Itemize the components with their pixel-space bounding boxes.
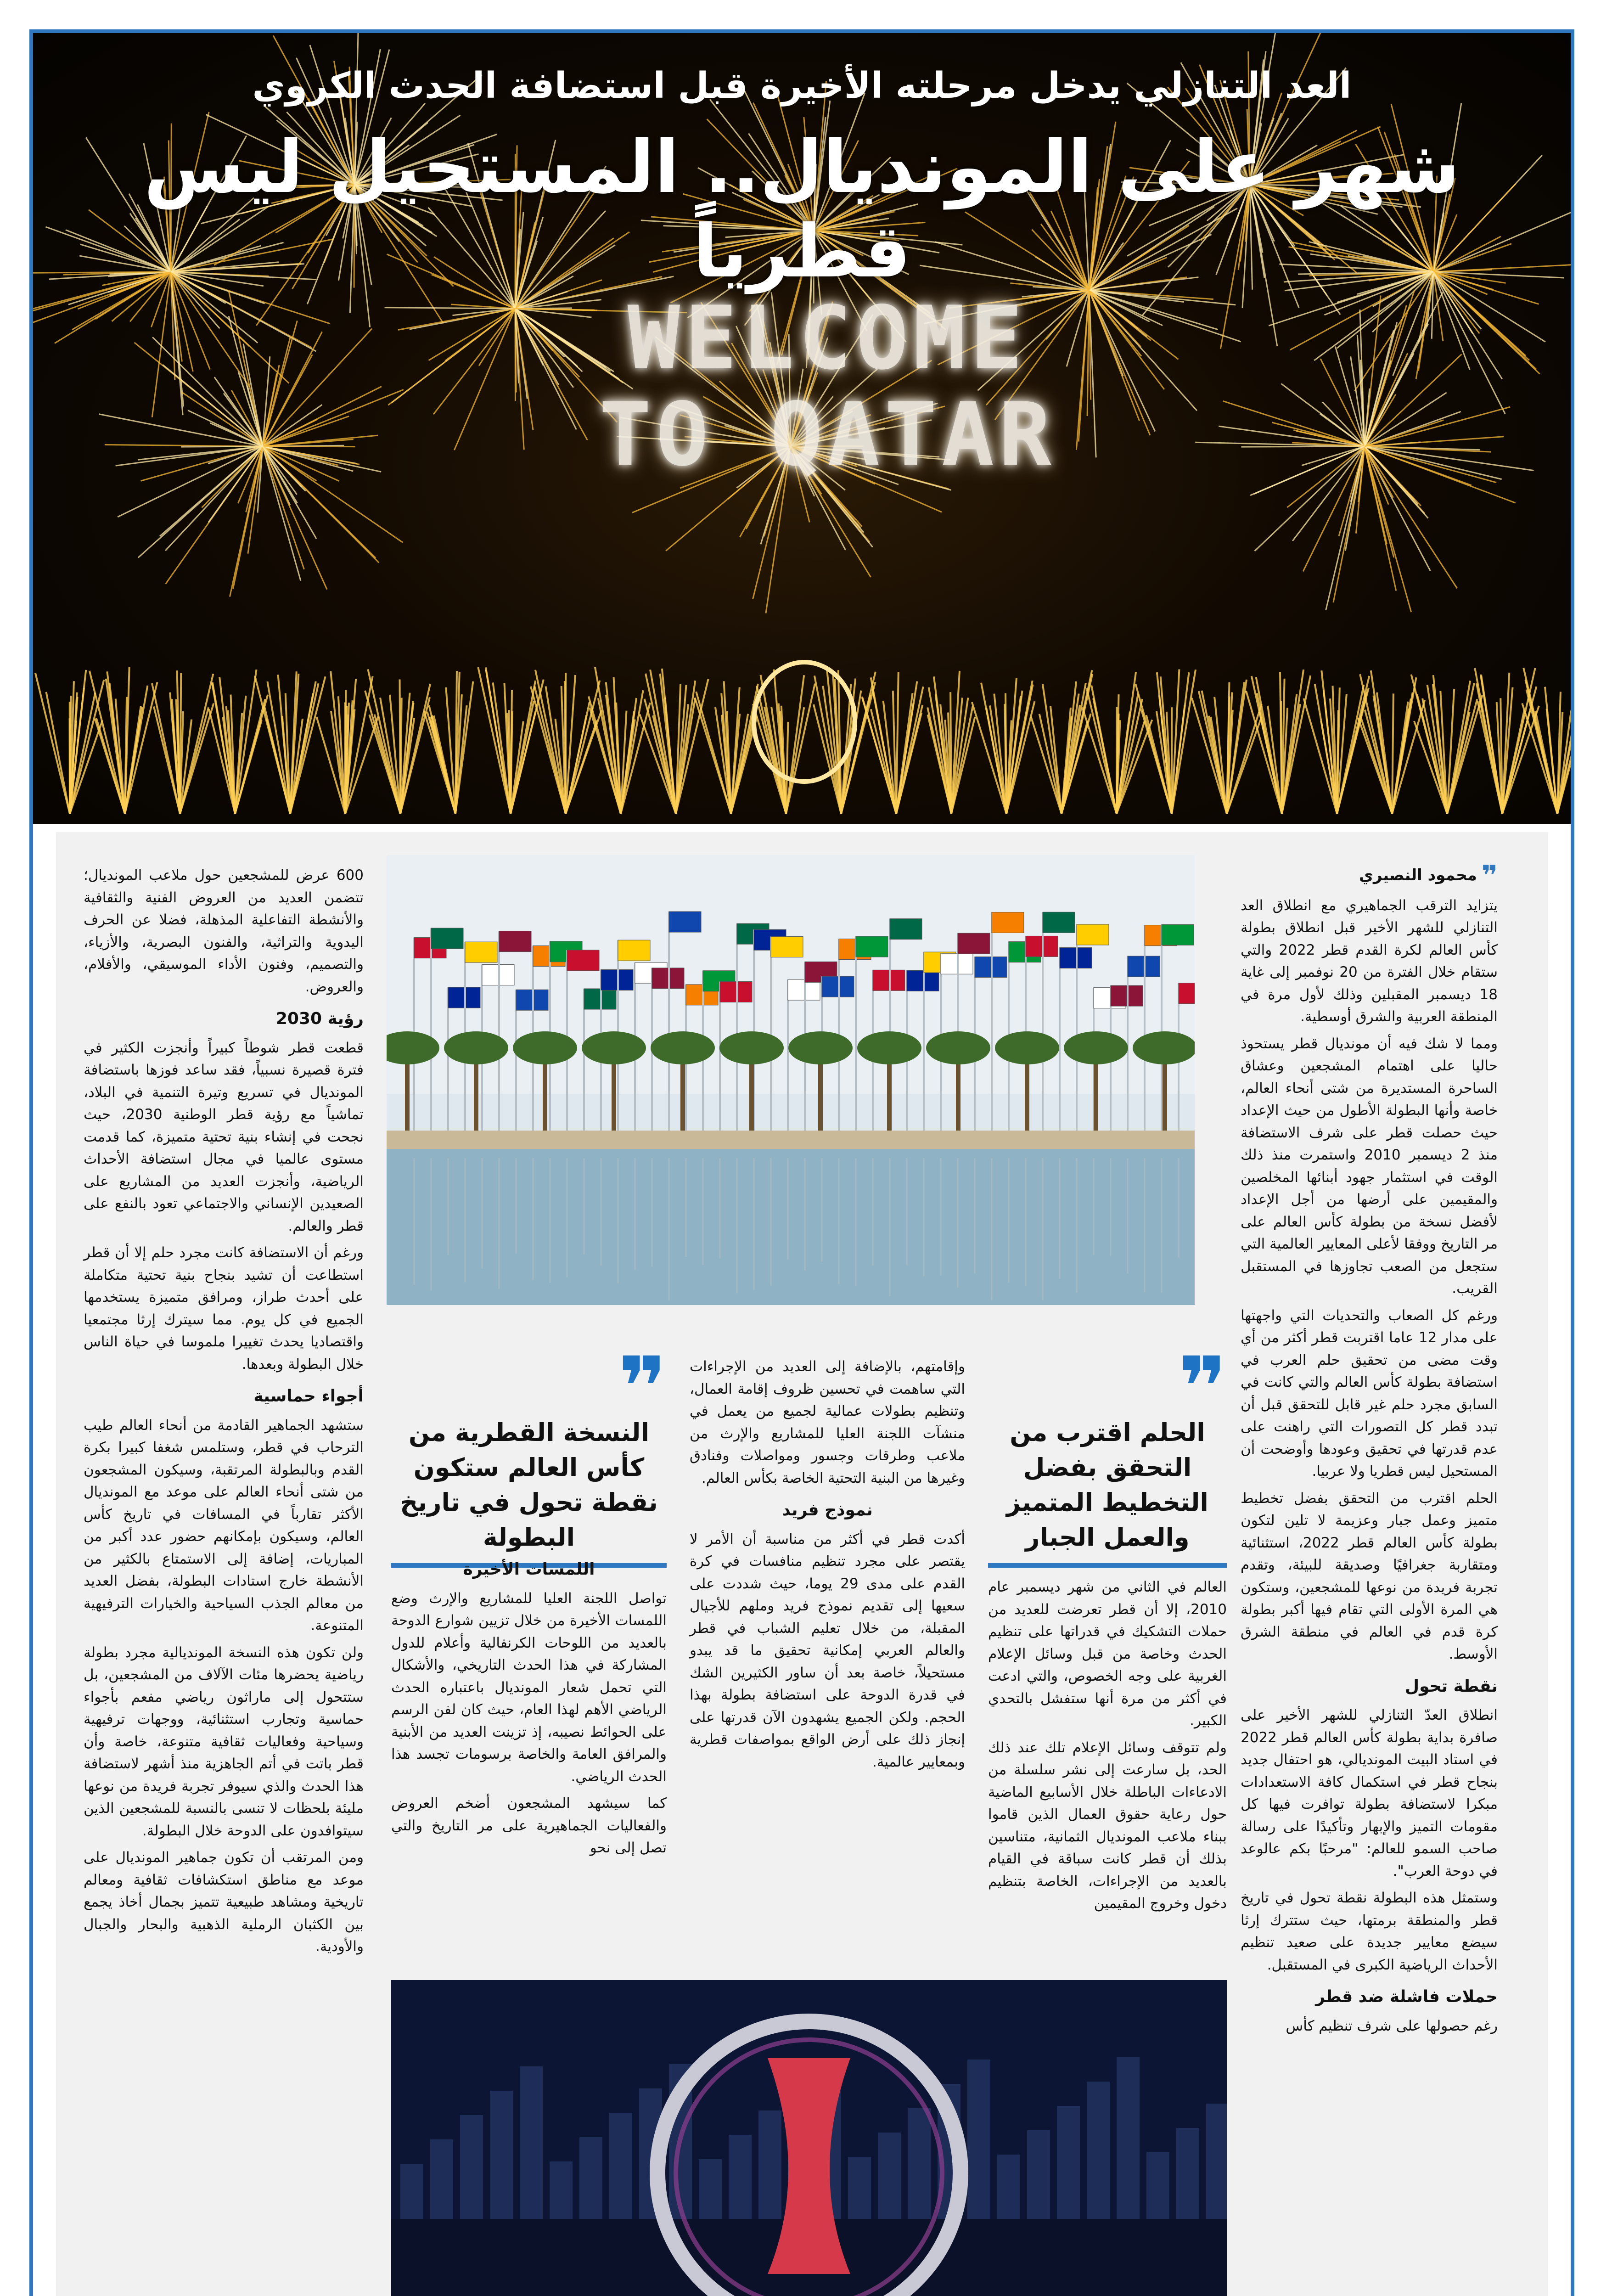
newspaper-page bbox=[29, 29, 1574, 2296]
paragraph: ستشهد الجماهير القادمة من أنحاء العالم طيب الترحاب في قطر، وستلمس شغفا كبيرا بكرة القدم وبالبطولة المرتقبة، وسيكون المشجعون من شتى أنحاء العالم على موعد مع المونديال الأكثر تقارباً في المسافات في تاريخ كأس العالم، وسيكون بإمكانهم حضور عدد أكبر من المباريات، إضافة إلى الاستمتاع بالكثير من الأنشطة خارج استادات البطولة، بفضل العديد من معالم الجذب السياحية والخيارات الترفيهية المتنوعة. bbox=[84, 1417, 364, 1634]
mid-left-column bbox=[391, 1548, 667, 1864]
firework-burst bbox=[99, 291, 404, 597]
paragraph: أكدت قطر في أكثر من مناسبة أن الأمر لا يقتصر على مجرد تنظيم منافسات في كرة القدم على مدى 29 يوما، حيث شددت على سعيها إلى تقديم نموذج فريد وملهم للأجيال المقبلة، من خلال تعليم الشباب في قطر والعالم العربي إمكانية تحقيق ما قد يبدو مستحيلاً، خاصة بعد أن ساور الكثيرين الشك في قدرة الدوحة على استضافة بطولة بهذا الحجم. ولكن الجميع يشهدون الآن قدرتها على إنجاز ذلك على أرض الواقع بمواصفات قطرية وبمعايير عالمية. bbox=[690, 1531, 965, 1770]
subheading: اللمسات الأخيرة bbox=[463, 1560, 595, 1579]
paragraph: انطلاق العدّ التنازلي للشهر الأخير على صافرة بداية بطولة كأس العالم قطر 2022 في استاد البيت المونديالي، هو احتفال جديد بنجاح قطر في استكمال كافة الاستعدادات مبكرا لاستضافة بطولة توافرت فيها كل مقومات التميز والإبهار وتأكيدًا على رسالة صاحب السمو للعالم: "مرحبًا بكم عالوعد في دوحة العرب". bbox=[1241, 1707, 1498, 1880]
paragraph: 600 عرض للمشجعين حول ملاعب المونديال؛ تتضمن العديد من العروض الفنية والثقافية والأنشطة التفاعلية المذهلة، فضلا عن الحرف اليدوية والتراثية، والفنون البصرية، والأزياء، والتصميم، وفنون الأداء الموسيقي، والأفلام، والعروض. bbox=[84, 867, 364, 995]
paragraph: وإقامتهم، بالإضافة إلى العديد من الإجراءات التي ساهمت في تحسين ظروف إقامة العمال، وتنظيم بطولات عمالية لجميع من يعمل في منشآت اللجنة العليا للمشاريع والإرث من ملاعب وطرقات وجسور ومواصلات وفنادق وغيرها من البنية التحتية الخاصة بكأس العالم. bbox=[690, 1358, 965, 1486]
paragraph: ولم تتوقف وسائل الإعلام تلك عند ذلك الحد، بل سارعت إلى نشر سلسلة من الادعاءات الباطلة خلال الأسابيع الماضية حول رعاية حقوق العمال الذين قاموا ببناء ملاعب المونديال الثمانية، متناسين بذلك أن قطر كانت سباقة في القيام بالعديد من الإجراءات، الخاصة بتنظيم دخول وخروج المقيمين bbox=[988, 1739, 1227, 1912]
firework-burst bbox=[1195, 290, 1533, 612]
paragraph: ورغم كل الصعاب والتحديات التي واجهتها على مدار 12 عاما اقتربت قطر أكثر من أي وقت مضى من تحقيق حلم العرب في استضافة بطولة كأس العالم والتي كانت في السابق مجرد حلم غير قابل للتحقق قبل أن تبدد قطر كل التصورات التي راهنت على عدم قدرتها في تحقيق وعودها وأوضحت أن المستحيل ليس قطريا ولا عربيا. bbox=[1241, 1307, 1498, 1480]
subheading: حملات فاشلة ضد قطر bbox=[1315, 1987, 1498, 2007]
paragraph: ومما لا شك فيه أن مونديال قطر يستحوذ حاليا على اهتمام المشجعين وعشاق الساحرة المستديرة من شتى أنحاء العالم، خاصة وأنها البطولة الأطول من حيث الإعداد حيث حصلت قطر على شرف الاستضافة منذ 2 ديسمبر 2010 واستمرت منذ ذلك الوقت في استثمار جهود أبنائها المخلصين والمقيمين على أرضها من أجل الإعداد لأفضل نسخة من بطولة كأس العالم على مر التاريخ ووفقا لأعلى المعايير العالمية التي ستجعل من الصعب تجاوزها في المستقبل القريب. bbox=[1241, 1035, 1498, 1297]
subheading: نموذج فريد bbox=[782, 1501, 873, 1519]
paragraph: العالم في الثاني من شهر ديسمبر عام 2010، إلا أن قطر تعرضت للعديد من حملات التشكيك في قدراتها على تنظيم الحدث وخاصة من قبل وسائل الإعلام الغربية على وجه الخصوص، والتي ادعت في أكثر من مرة أنها ستفشل بالتحدي الكبير. bbox=[988, 1579, 1227, 1729]
pull-quote-1: ❞ الحلم اقترب من التحقق بفضل التخطيط المتميز والعمل الجبار bbox=[988, 1360, 1227, 1568]
paragraph: كما سيشهد المشجعون أضخم العروض والفعاليات الجماهيرية على مر التاريخ والتي تصل إلى نحو bbox=[391, 1795, 667, 1856]
welcome-to-qatar-lights: WELCOME TO QATAR bbox=[599, 287, 1056, 485]
quote-mark-icon: ❞ bbox=[1178, 1339, 1227, 1435]
paragraph: الحلم اقترب من التحقق بفضل تخطيط متميز وعمل جبار وعزيمة لا تلين لتكون بطولة كأس العالم قطر 2022، استثنائية ومتقاربة جغرافيًا وصديقة للبيئة، وتقدم تجربة فريدة من نوعها للمشجعين، وستكون هي المرة الأولى التي تقام فيها أكبر بطولة كرة قدم في العالم في منطقة الشرق الأوسط. bbox=[1241, 1490, 1498, 1663]
flags-plaza-photo bbox=[387, 855, 1195, 1305]
paragraph: يتزايد الترقب الجماهيري مع انطلاق العد التنازلي للشهر الأخير قبل انطلاق بطولة كأس العالم لكرة القدم قطر 2022 والتي ستقام خلال الفترة من 20 نوفمبر إلى غاية 18 ديسمبر المقبلين وذلك لأول مرة في المنطقة العربية والشرق أوسطية. bbox=[1241, 897, 1498, 1025]
mid-right-column bbox=[988, 1576, 1227, 1919]
pull-quote-2: ❞ النسخة القطرية من كأس العالم ستكون نقطة تحول في تاريخ البطولة bbox=[391, 1360, 667, 1568]
quote-mark-icon: ❞ bbox=[1481, 860, 1498, 892]
middle-column bbox=[690, 1356, 965, 1778]
paragraph: ورغم أن الاستضافة كانت مجرد حلم إلا أن قطر استطاعت أن تشيد بنجاح بنية تحتية متكاملة على أحدث طراز، ومرافق متميزة يستخدمها الجميع في كل يوم. مما سيترك إرثا مجتمعيا واقتصاديا يحدث تغييرا ملموسا في حياة الناس خلال البطولة وبعدها. bbox=[84, 1244, 364, 1373]
paragraph: قطعت قطر شوطاً كبيراً وأنجزت الكثير في فترة قصيرة نسبياً، فقد ساعد فوزها باستضافة المونديال في تسريع وتيرة التنمية في البلاد، تماشياً مع رؤية قطر الوطنية 2030، حيث نجحت في إنشاء بنية تحتية متميزة، كما قدمت مستوى عالميا في مجال استضافة الأحداث الرياضية، وأنجزت العديد من المشاريع على الصعيدين الإنساني والاجتماعي تعود بالنفع على قطر والعالم. bbox=[84, 1039, 364, 1234]
paragraph: تواصل اللجنة العليا للمشاريع والإرث وضع اللمسات الأخيرة من خلال تزيين شوارع الدوحة بالعديد من اللوحات الكرنفالية وأعلام للدول المشاركة في هذا الحدث التاريخي، والأشكال التي تحمل شعار المونديال باعتباره الحدث الرياضي الأهم لهذا العام، حيث كان لفن الرسم على الحوائط نصيبه، إذ تزينت العديد من الأبنية والمرافق العامة والخاصة برسومات تجسد هذا الحدث الرياضي. bbox=[391, 1590, 667, 1785]
paragraph: ولن تكون هذه النسخة المونديالية مجرد بطولة رياضية يحضرها مئات الآلاف من المشجعين، بل ستتحول إلى ماراثون رياضي مفعم بأجواء حماسية وتجارب استثنائية، ووجهات ترفيهية وسياحية وفعاليات ثقافية متنوعة، خاصة وأن قطر باتت في أتم الجاهزية منذ أشهر لاستضافة هذا الحدث والذي سيوفر تجربة فريدة من نوعها مليئة بلحظات لا تنسى بالنسبة للمشجعين الذين سيتوافدون على الدوحة خلال البطولة. bbox=[84, 1644, 364, 1839]
subheading: نقطة تحول bbox=[1404, 1677, 1498, 1696]
paragraph: رغم حصولها على شرف تنظيم كأس bbox=[1286, 2017, 1498, 2034]
author-byline: ❞محمود النصيري bbox=[1359, 860, 1498, 892]
right-column bbox=[1241, 860, 1498, 2042]
paragraph: ومن المرتقب أن تكون جماهير المونديال على موعد مع مناطق استكشافات ثقافية ومعالم تاريخية ومشاهد طبيعية تتميز بجمال أخاذ يجمع بين الكثبان الرملية الذهبية والبحار والجبال والأودية. bbox=[84, 1849, 364, 1955]
countdown-clock-illustration bbox=[391, 1980, 1227, 2296]
kicker-headline: العد التنازلي يدخل مرحلته الأخيرة قبل استضافة الحدث الكروي bbox=[252, 65, 1352, 107]
main-headline: شهر على المونديال.. المستحيل ليس قطرياً bbox=[144, 125, 1460, 294]
subheading: أجواء حماسية bbox=[253, 1387, 364, 1406]
countdown-clock-photo bbox=[391, 1980, 1227, 2296]
quote-mark-icon: ❞ bbox=[618, 1339, 667, 1435]
left-column bbox=[84, 864, 364, 1963]
divider bbox=[988, 1563, 1227, 1568]
fountain-row bbox=[35, 667, 1571, 814]
article-body bbox=[56, 832, 1548, 2296]
hero-photo-fireworks bbox=[33, 33, 1571, 824]
flags-illustration bbox=[387, 855, 1195, 1305]
paragraph: وستمثل هذه البطولة نقطة تحول في تاريخ قطر والمنطقة برمتها، حيث ستترك إرثا سيضع معايير جديدة على صعيد تنظيم الأحداث الرياضية الكبرى في المستقبل. bbox=[1241, 1890, 1498, 1973]
subheading: رؤية 2030 bbox=[275, 1009, 364, 1028]
